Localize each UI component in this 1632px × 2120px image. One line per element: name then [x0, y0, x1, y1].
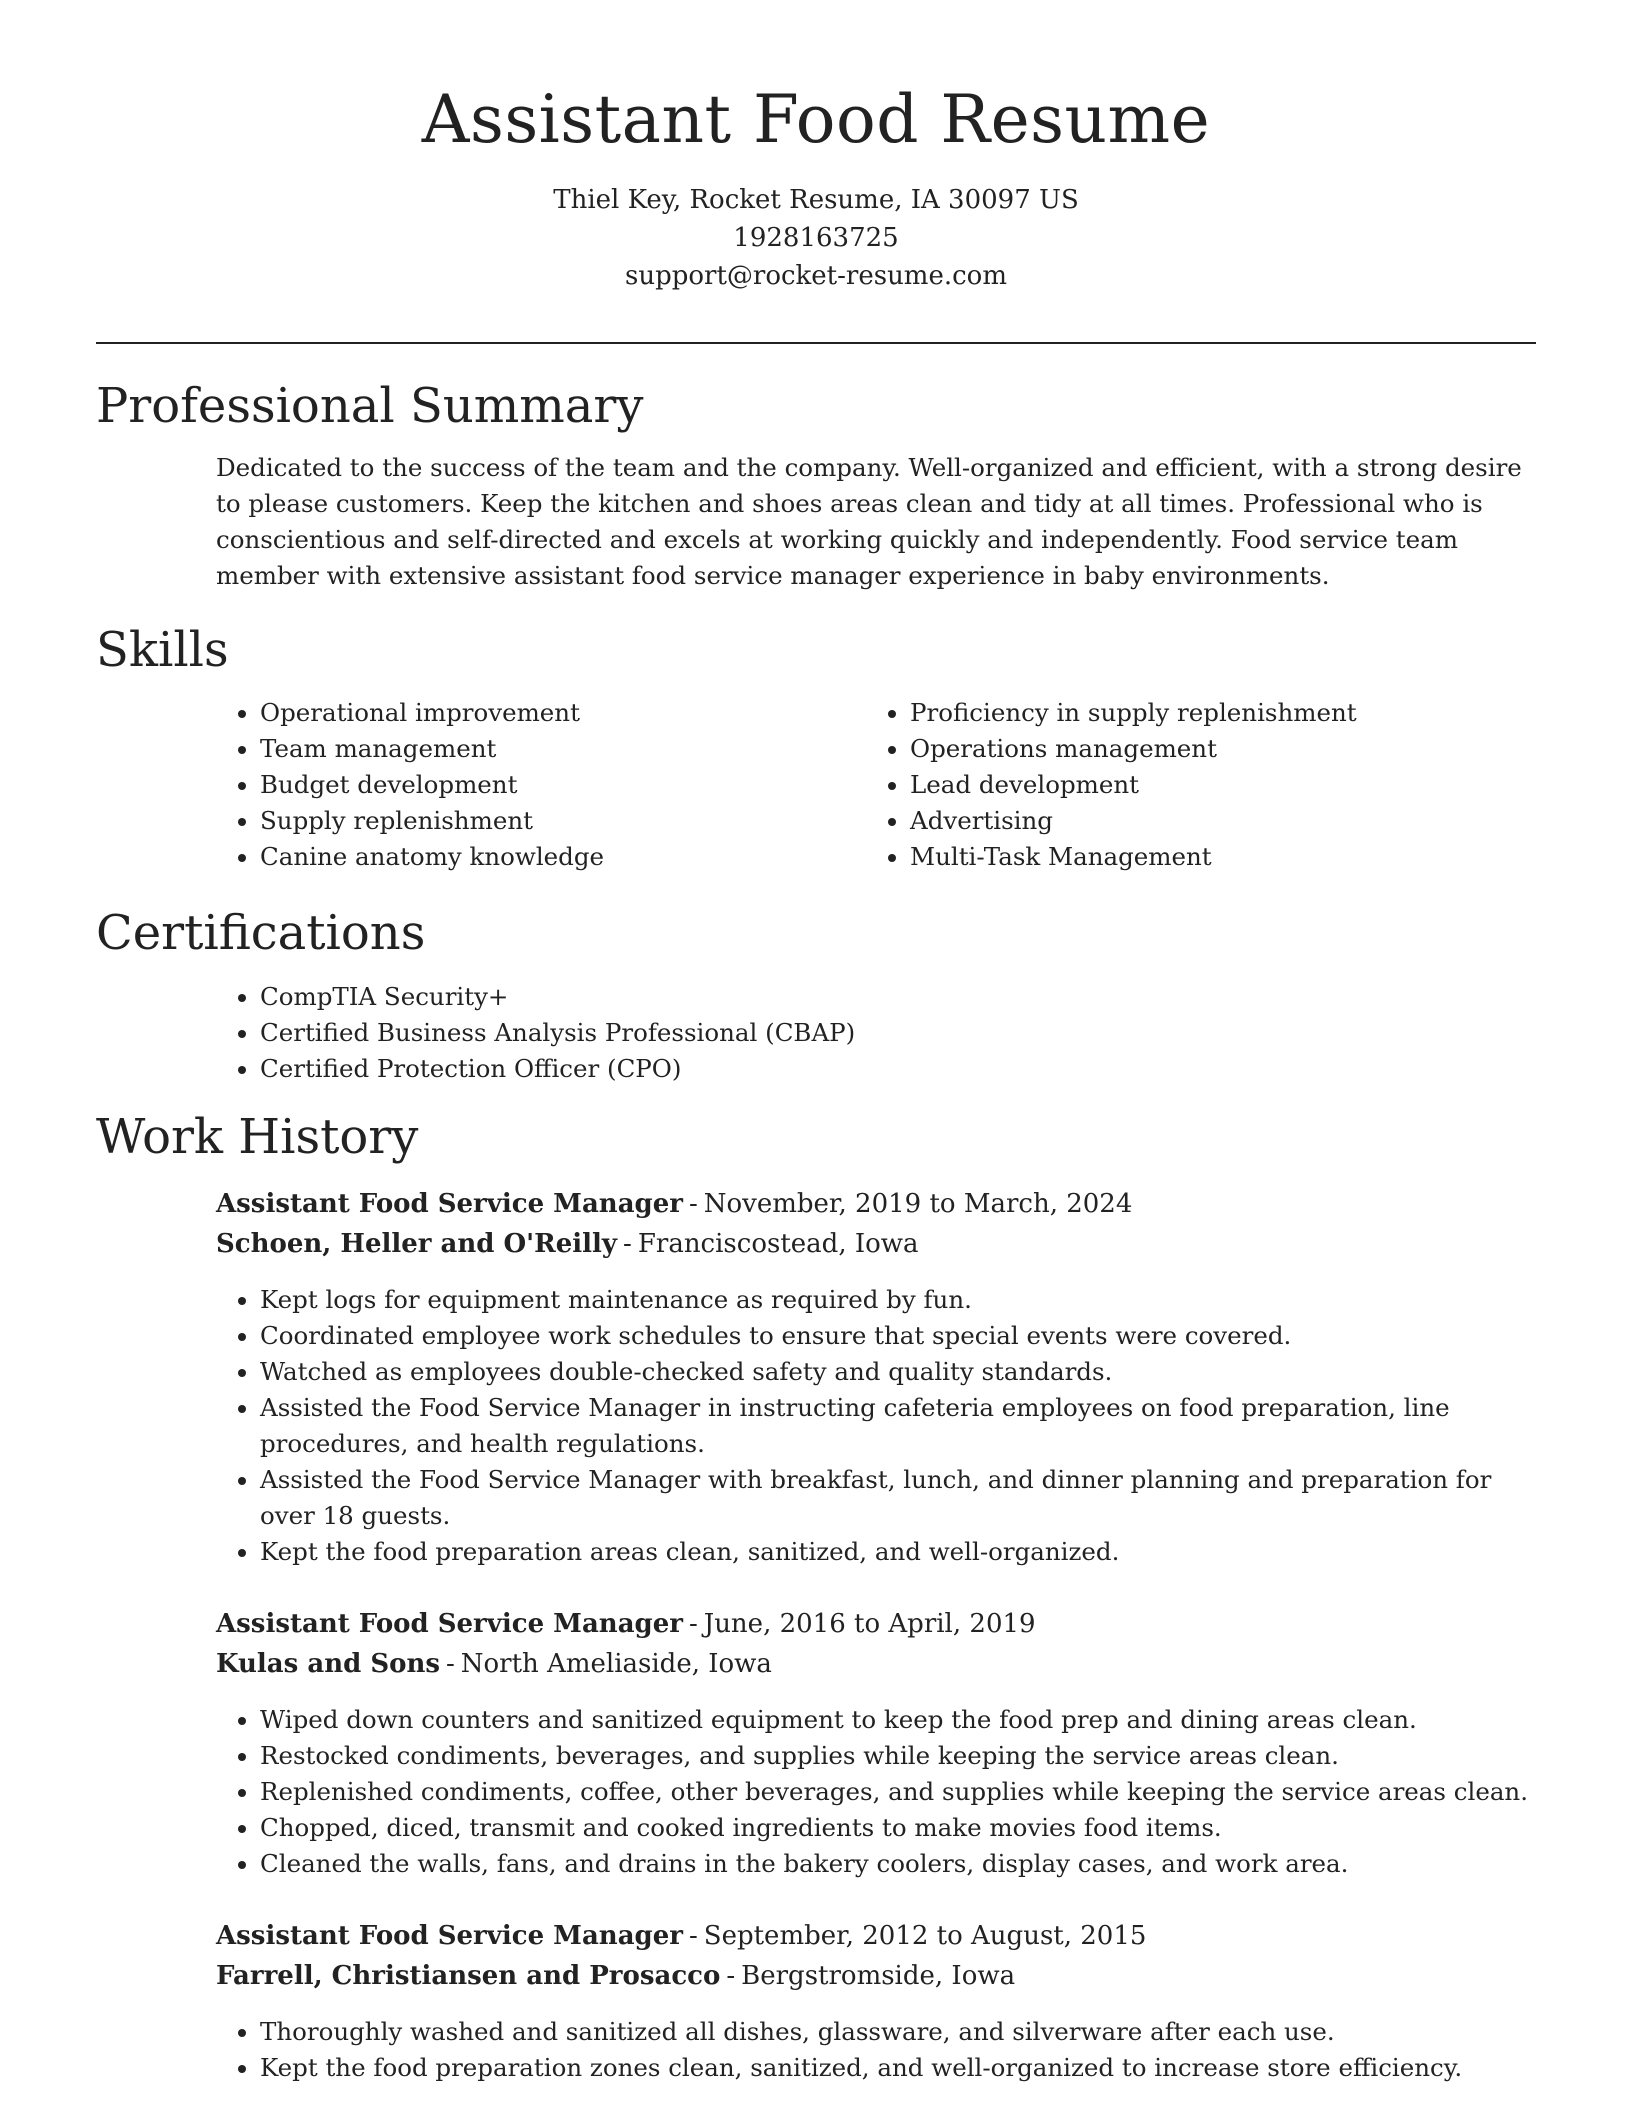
summary-heading: Professional Summary: [96, 378, 644, 434]
job-bullet: • Restocked condiments, beverages, and supplies while keeping the service areas clean.: [260, 1738, 1536, 1774]
separator: -: [688, 1921, 698, 1952]
certification-item: • Certified Protection Officer (CPO): [260, 1051, 1536, 1087]
email: support@rocket-resume.com: [624, 260, 1007, 291]
job-dates: June, 2016 to April, 2019: [703, 1609, 1036, 1640]
job-bullet: • Kept the food preparation zones clean, sanitized, and well-organized to increase store efficiency.: [260, 2050, 1536, 2086]
summary-text: Dedicated to the success of the team and the company. Well-organized and efficient, with a strong desire to please customers. Keep the kitchen and shoes areas clean and tidy at all times. Professional who is conscientious and self-directed and excels at working quickly and independently. Food service team member with extensive assistant food service manager experience in baby environments.: [216, 452, 1522, 590]
skills-column-left: [216, 695, 866, 875]
job-location: Bergstromside, Iowa: [741, 1961, 1016, 1992]
job-bullet: • Replenished condiments, coffee, other beverages, and supplies while keeping the service areas clean.: [260, 1774, 1536, 1810]
skill-item: • Multi-Task Management: [910, 839, 1516, 875]
skill-item: • Budget development: [260, 767, 866, 803]
job-bullet: • Cleaned the walls, fans, and drains in the bakery coolers, display cases, and work area.: [260, 1846, 1536, 1882]
job-title-line: [216, 1916, 1536, 1956]
job-entry: [216, 1184, 1536, 1570]
skill-item: • Operational improvement: [260, 695, 866, 731]
job-company-line: [216, 1644, 1536, 1684]
job-bullets: [216, 1702, 1536, 1882]
separator: -: [688, 1189, 698, 1220]
job-bullets: [216, 2014, 1536, 2086]
job-location: North Ameliaside, Iowa: [460, 1649, 772, 1680]
job-company: Schoen, Heller and O'Reilly: [216, 1229, 618, 1260]
job-role: Assistant Food Service Manager: [216, 1189, 683, 1220]
work-history-heading: Work History: [96, 1108, 419, 1165]
skill-item: • Proficiency in supply replenishment: [910, 695, 1516, 731]
job-role: Assistant Food Service Manager: [216, 1609, 683, 1640]
skill-item: • Advertising: [910, 803, 1516, 839]
job-company-line: [216, 1956, 1536, 1996]
skill-item: • Team management: [260, 731, 866, 767]
separator: -: [623, 1229, 632, 1260]
job-bullet: • Wiped down counters and sanitized equipment to keep the food prep and dining areas clean.: [260, 1702, 1536, 1738]
skill-item: • Operations management: [910, 731, 1516, 767]
separator: -: [445, 1649, 455, 1680]
skill-item: • Canine anatomy knowledge: [260, 839, 866, 875]
job-dates: November, 2019 to March, 2024: [703, 1189, 1133, 1220]
job-company: Farrell, Christiansen and Prosacco: [216, 1961, 721, 1992]
job-bullets: [216, 1282, 1536, 1570]
job-entry: [216, 1916, 1536, 2086]
job-bullet: • Assisted the Food Service Manager in instructing cafeteria employees on food preparation, line procedures, and health regulations.: [260, 1390, 1536, 1462]
separator: -: [726, 1961, 736, 1992]
job-bullet: • Assisted the Food Service Manager with breakfast, lunch, and dinner planning and preparation for over 18 guests.: [260, 1462, 1536, 1534]
job-company: Kulas and Sons: [216, 1649, 440, 1680]
skill-item: • Supply replenishment: [260, 803, 866, 839]
job-company-line: [216, 1224, 1536, 1264]
certification-item: • Certified Business Analysis Professional (CBAP): [260, 1015, 1536, 1051]
job-entry: [216, 1604, 1536, 1882]
job-role: Assistant Food Service Manager: [216, 1921, 683, 1952]
job-bullet: • Coordinated employee work schedules to ensure that special events were covered.: [260, 1318, 1536, 1354]
job-bullet: • Watched as employees double-checked safety and quality standards.: [260, 1354, 1536, 1390]
skills-list: [216, 695, 1536, 875]
skills-heading: Skills: [96, 621, 229, 678]
job-bullet: • Chopped, diced, transmit and cooked ingredients to make movies food items.: [260, 1810, 1536, 1846]
phone: 1928163725: [733, 222, 899, 253]
job-bullet: • Thoroughly washed and sanitized all dishes, glassware, and silverware after each use.: [260, 2014, 1536, 2050]
resume-title: Assistant Food Resume: [421, 81, 1211, 158]
job-bullet: • Kept logs for equipment maintenance as required by fun.: [260, 1282, 1536, 1318]
certifications-heading: Certifications: [96, 905, 426, 962]
separator: -: [688, 1609, 698, 1640]
resume-header: [0, 0, 1632, 295]
certifications-list: [216, 979, 1536, 1087]
header-divider: [96, 342, 1536, 344]
skill-item: • Lead development: [910, 767, 1516, 803]
resume-content: [96, 378, 1536, 2120]
job-title-line: [216, 1604, 1536, 1644]
certification-item: • CompTIA Security+: [260, 979, 1536, 1015]
job-location: Franciscostead, Iowa: [637, 1229, 919, 1260]
job-bullet: • Kept the food preparation areas clean, sanitized, and well-organized.: [260, 1534, 1536, 1570]
skills-column-right: [866, 695, 1516, 875]
address: Thiel Key, Rocket Resume, IA 30097 US: [553, 184, 1079, 215]
job-title-line: [216, 1184, 1536, 1224]
job-dates: September, 2012 to August, 2015: [703, 1921, 1147, 1952]
